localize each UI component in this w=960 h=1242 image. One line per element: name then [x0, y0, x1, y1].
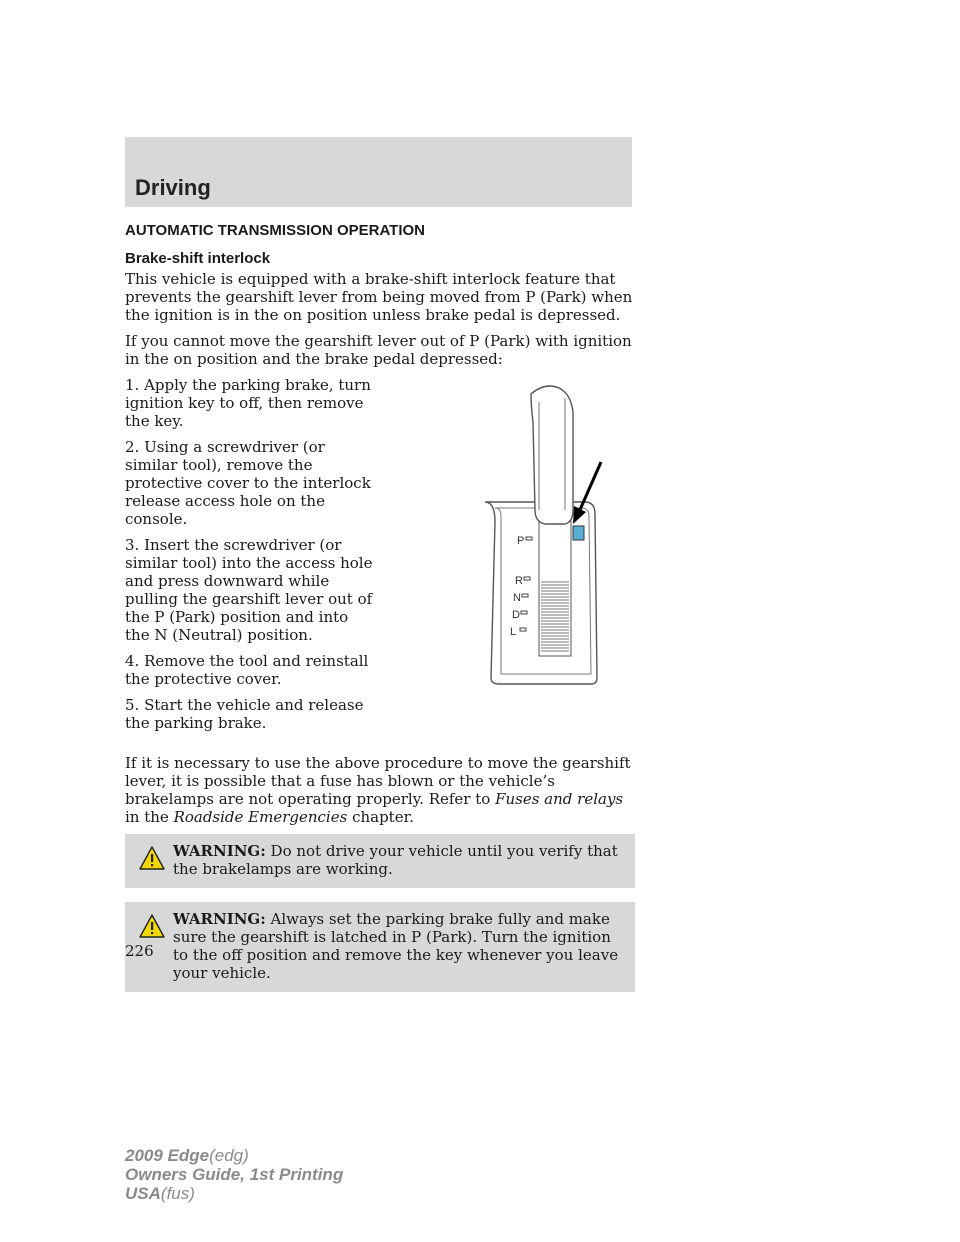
gearshift-lever — [531, 386, 573, 524]
step-item: 3. Insert the screwdriver (or similar tool) into the access hole and press downward while pulling the gearshift lever out of the P (Park) position and into the N (Neutral) position. — [125, 536, 373, 644]
warning-triangle-icon — [139, 914, 165, 938]
gear-label-n: N — [513, 592, 521, 604]
fuses-reference: Fuses and relays — [495, 790, 624, 808]
chapter-title: Driving — [135, 175, 211, 200]
warning-box — [125, 834, 635, 888]
steps-list — [125, 376, 377, 732]
warning-box — [125, 902, 635, 992]
warning-label: WARNING: — [173, 842, 266, 860]
section-title: AUTOMATIC TRANSMISSION OPERATION — [125, 222, 425, 239]
fuse-paragraph: If it is necessary to use the above procedure to move the gearshift lever, it is possible that a fuse has blown or the vehicle’s brakelamps are not operating properly. Refer to Fuses and relays in the Roadside Emergencies chapter. — [125, 754, 631, 826]
gear-label-r: R — [515, 575, 523, 587]
step-item: 5. Start the vehicle and release the parking brake. — [125, 696, 364, 732]
gear-label-p: P — [517, 535, 525, 547]
subsection-title: Brake-shift interlock — [125, 250, 271, 267]
gearshift-illustration — [455, 382, 605, 688]
step-item: 1. Apply the parking brake, turn ignition key to off, then remove the key. — [125, 376, 371, 430]
page-content — [125, 222, 635, 1006]
page-number: 226 — [125, 942, 154, 960]
warning-text: Always set the parking brake fully and make sure the gearshift is latched in P (Park). Turn the ignition to the off position and remove the key whenever you leave your vehicle. — [173, 910, 619, 982]
warning-triangle-icon — [139, 846, 165, 870]
step-item: 4. Remove the tool and reinstall the protective cover. — [125, 652, 369, 688]
steps-section — [125, 376, 635, 732]
step-item: 2. Using a screwdriver (or similar tool), remove the protective cover to the interlock release access hole on the console. — [125, 438, 371, 528]
gear-label-d: D — [512, 609, 520, 621]
chapter-header — [125, 137, 632, 207]
interlock-access-cover — [573, 526, 584, 540]
second-paragraph: If you cannot move the gearshift lever out of P (Park) with ignition in the on position and the brake pedal depressed: — [125, 332, 632, 368]
warning-text: Do not drive your vehicle until you verify that the brakelamps are working. — [173, 842, 618, 878]
warning-label: WARNING: — [173, 910, 266, 928]
gear-label-l: L — [510, 626, 517, 638]
roadside-reference: Roadside Emergencies — [173, 808, 348, 826]
document-footer: 2009 Edge(edg) Owners Guide, 1st Printing USA(fus) — [125, 1146, 344, 1203]
intro-paragraph: This vehicle is equipped with a brake-shift interlock feature that prevents the gearshift lever from being moved from P (Park) when the ignition is in the on position unless brake pedal is depressed. — [125, 270, 633, 324]
